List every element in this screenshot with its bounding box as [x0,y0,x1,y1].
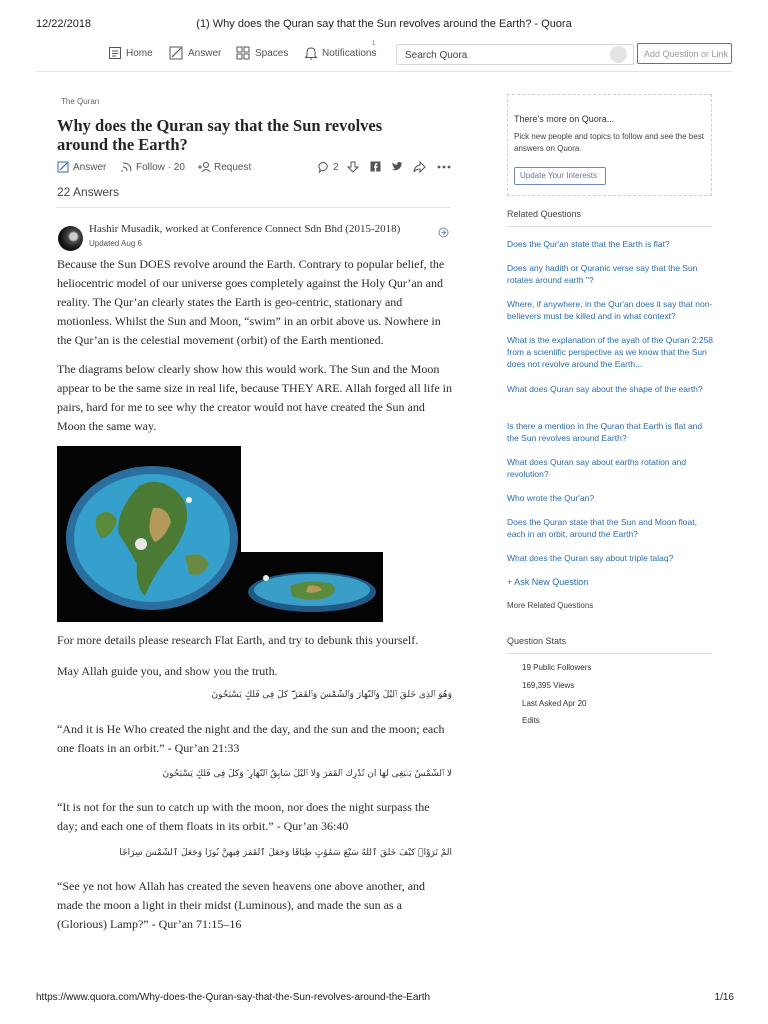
sidebar-divider [507,653,712,654]
flat-earth-side-illustration [240,552,383,622]
answer-paragraph: For more details please research Flat Earth, and try to debunk this yourself. [57,633,419,647]
comment-icon [318,161,330,173]
stat-edits[interactable]: Edits [522,716,540,725]
ask-new-question-link[interactable] [507,577,588,587]
answer-updated-date[interactable]: Updated Aug 6 [89,239,142,248]
stat-followers[interactable]: 19 Public Followers [522,663,592,672]
notifications-count: 1 [372,41,376,47]
arabic-verse: لَا ٱلشَّمْسُ يَنۢبَغِى لَهَآ أَن تُدْرِكَ ٱلْقَمَرَ وَلَا ٱلَّيْلُ سَابِقُ ٱلنَّهَارِ ۚ وَكُلٌّ فِى فَلَكٍ يَسْبَحُونَ [162,769,452,779]
request-button[interactable] [197,161,251,173]
ask-new-question-label: Ask New Question [514,577,589,587]
more-dots-icon [437,161,451,173]
print-title: (1) Why does the Quran say that the Sun revolves around the Earth? - Quora [196,18,572,30]
answer-button[interactable] [57,161,106,173]
comments-button[interactable] [318,161,339,173]
answer-paragraph: The diagrams below clearly show how this would work. The Sun and the Moon appear to be the same size in real life, because THEY ARE. Allah forged all life in pairs, hard for me to see why the creator would not have created the Sun and Moon the same way. [57,362,452,433]
facebook-icon [370,161,381,172]
stat-views: 169,395 Views [522,681,575,690]
nav-spaces[interactable] [236,46,288,60]
flat-earth-image [57,446,241,622]
related-question-link[interactable]: What does Quran say about earths rotation and revolution? [507,457,687,479]
author-avatar[interactable] [58,226,83,251]
answer-paragraph: May Allah guide you, and show you the truth. [57,664,278,678]
downvote-button[interactable] [347,161,359,173]
spaces-icon [236,46,251,60]
pencil-icon [169,46,184,60]
answer-share-icon[interactable] [438,227,449,238]
related-questions-heading: Related Questions [507,209,582,219]
question-stats-heading: Question Stats [507,636,567,646]
facebook-share-button[interactable] [370,161,381,172]
sidebar-divider [507,226,712,227]
more-on-quora-box [507,94,712,196]
related-question-link[interactable]: What does the Quran say about triple talaq? [507,553,674,563]
nav-notifications-label: Notifications [322,47,377,59]
related-question-link[interactable]: Does the Qur'an state that the Earth is flat? [507,239,670,249]
more-options-button[interactable] [437,161,451,173]
home-icon [108,46,122,60]
arabic-verse: أَلَمْ تَرَوْا۟ كَيْفَ خَلَقَ ٱللَّهُ سَبْعَ سَمَٰوَٰتٍ طِبَاقًا وَجَعَلَ ٱلْقَمَرَ فِيهِنَّ نُورًا وَجَعَلَ ٱلشَّمْسَ سِرَاجًا [119,848,452,858]
question-action-bar [57,161,452,177]
answers-count: 22 Answers [57,185,120,199]
more-on-quora-text: Pick new people and topics to follow and see the best answers on Quora. [514,132,704,153]
add-question-button[interactable]: Add Question or Link [637,43,732,64]
arabic-verse: وَهُوَ ٱلَّذِى خَلَقَ ٱلَّيْلَ وَٱلنَّهَارَ وَٱلشَّمْسَ وَٱلْقَمَرَ ۖ كُلٌّ فِى فَلَكٍ يَسْبَحُونَ [211,690,452,700]
pencil-icon [57,161,70,173]
share-button[interactable] [413,161,426,173]
stat-last-asked: Last Asked Apr 20 [522,699,587,708]
update-interests-button[interactable]: Update Your Interests [514,167,606,185]
plus-icon: + [507,577,515,587]
request-button-label: Request [214,161,252,173]
related-question-link[interactable]: Who wrote the Qur'an? [507,493,595,503]
more-related-questions-link[interactable]: More Related Questions [507,601,594,610]
flat-earth-illustration [57,446,241,622]
print-date: 12/22/2018 [36,18,92,30]
follow-button-label: Follow · 20 [136,161,185,173]
downvote-icon [347,161,359,173]
answer-paragraph: “And it is He Who created the night and the day, and the sun and the moon; each one floats in an orbit.” - Qur’an 21:33 [57,722,445,755]
follow-button[interactable] [121,161,185,173]
nav-answer[interactable] [169,46,221,60]
related-question-link[interactable]: Is there a mention in the Quran that Earth is flat and the Sun revolves around Earth? [507,421,703,443]
related-question-link[interactable]: What is the explanation of the ayah of the Quran 2:258 from a scientific perspective as we know that the Sun does not revolve around the Earth... [507,335,714,369]
answer-button-label: Answer [73,161,107,173]
author-credential[interactable]: Hashir Musadik, worked at Conference Connect Sdn Bhd (2015-2018) [89,223,401,235]
related-question-link[interactable]: Where, if anywhere, in the Qur'an does it say that non-believers must be killed and in what context? [507,299,713,321]
nav-spaces-label: Spaces [255,47,289,59]
divider [57,207,451,208]
search-input[interactable]: Search Quora [396,44,634,65]
related-question-link[interactable]: Does the Quran state that the Sun and Moon float, each in an orbit, around the Earth? [507,517,697,539]
user-avatar[interactable] [610,46,627,63]
top-nav [36,38,732,72]
print-page-number: 1/16 [714,992,734,1003]
nav-home[interactable] [108,46,153,60]
comments-count: 2 [333,161,339,173]
nav-home-label: Home [126,47,153,59]
twitter-icon [391,161,403,172]
add-person-icon [197,161,211,173]
follow-icon [121,161,133,173]
related-question-link[interactable]: What does Quran say about the shape of the earth? [507,384,703,394]
nav-answer-label: Answer [188,47,222,59]
more-on-quora-title: There's more on Quora... [514,114,615,124]
answer-paragraph: “See ye not how Allah has created the seven heavens one above another, and made the moon a light in their midst (Luminous), and made the sun as a (Glorious) Lamp?” - Qur’an 71:15–16 [57,879,426,931]
flat-earth-side-image [240,552,383,622]
related-question-link[interactable]: Does any hadith or Quranic verse say that the Sun rotates around earth "? [507,263,698,285]
twitter-share-button[interactable] [391,161,403,172]
bell-icon [304,46,318,60]
question-title: Why does the Quran say that the Sun revolves around the Earth? [57,116,383,154]
answer-paragraph: Because the Sun DOES revolve around the Earth. Contrary to popular belief, the heliocentric model of our universe goes completely against the Holy Qur’an and reality. The Qur’an clearly states the Earth is geo-centric, stationary and motionless. Whilst the Sun and Moon, “swim” in an orbit above us. Nowhere in the Qur’an is the celestial movement (orbit) of the Earth mentioned. [57,257,445,347]
share-arrow-icon [413,161,426,173]
topic-tag[interactable]: The Quran [61,97,100,106]
print-url: https://www.quora.com/Why-does-the-Quran-say-that-the-Sun-revolves-around-the-Earth [36,992,431,1003]
answer-paragraph: “It is not for the sun to catch up with the moon, nor does the night surpass the day; and each one of them floats in its orbit.” - Qur’an 36:40 [57,800,430,833]
nav-notifications[interactable] [304,46,376,60]
